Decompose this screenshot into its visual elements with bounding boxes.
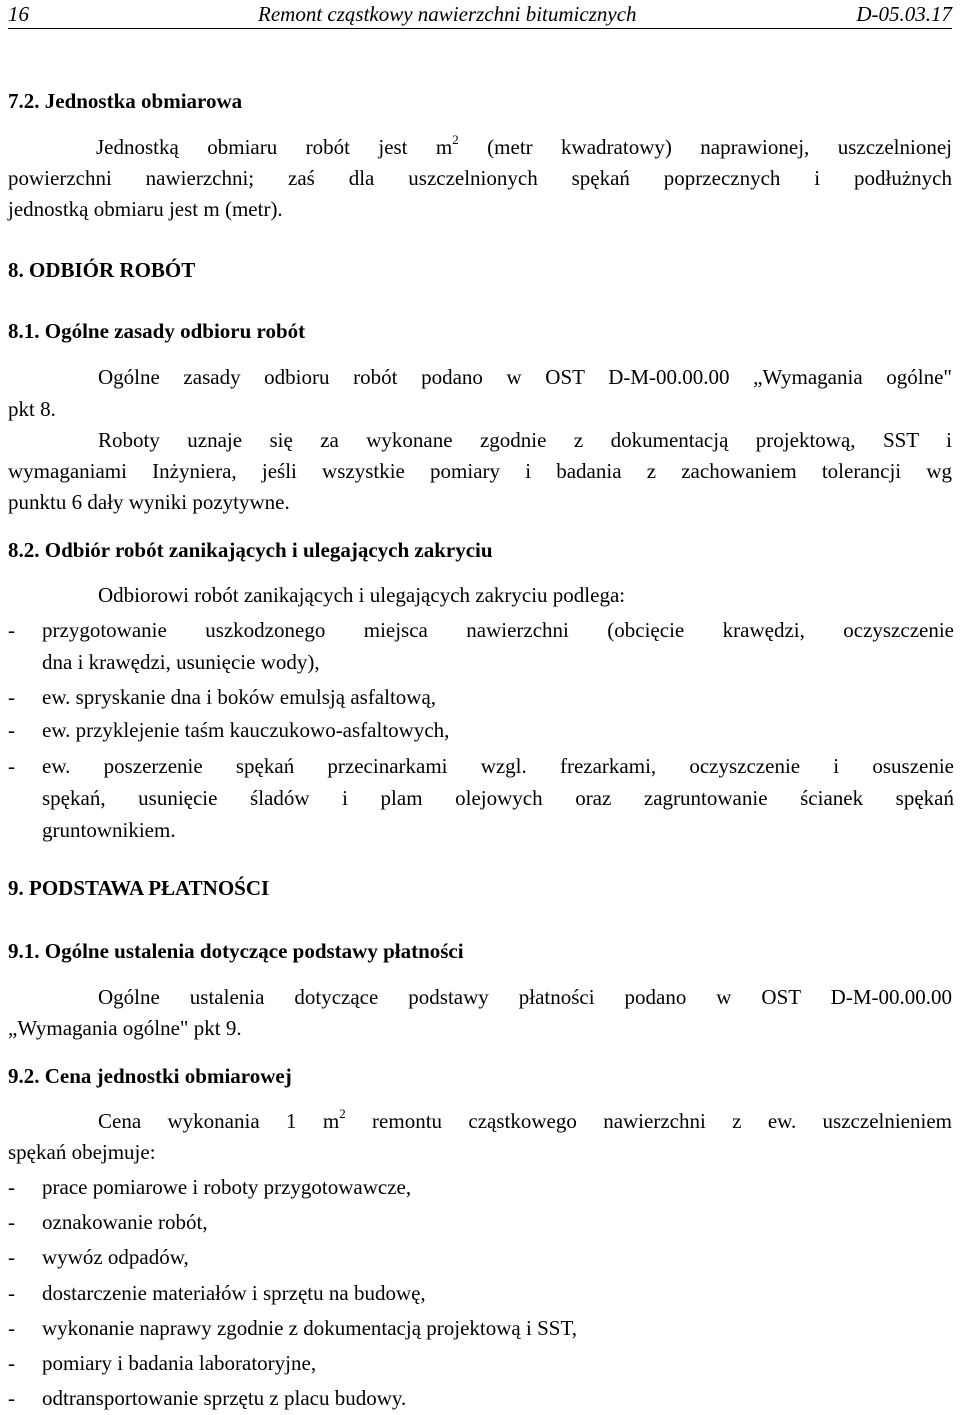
section-9-2-paragraph-line-1 (98, 1106, 952, 1136)
section-8-1-paragraph-1-line-2: pkt 8. (8, 397, 56, 421)
section-8-2-heading: 8.2. Odbiór robót zanikających i ulegających zakryciu (8, 538, 493, 562)
section-9-heading: 9. PODSTAWA PŁATNOŚCI (8, 876, 270, 900)
superscript: 2 (339, 1106, 346, 1121)
list-item-line: przygotowanie uszkodzonego miejsca nawierzchni (obcięcie krawędzi, oczyszczenie (42, 618, 954, 642)
list-dash: - (8, 754, 15, 778)
superscript: 2 (452, 132, 459, 147)
section-7-2-number: 7.2. (8, 89, 40, 113)
section-8-1-heading: 8.1. Ogólne zasady odbioru robót (8, 319, 306, 343)
list-dash: - (8, 1351, 15, 1375)
list-dash: - (8, 1281, 15, 1305)
section-9-2-paragraph-line-2: spękań obejmuje: (8, 1140, 156, 1164)
section-8-1-paragraph-2-line-1: Roboty uznaje się za wykonane zgodnie z dokumentacją projektową, SST i (98, 428, 952, 452)
list-item-line: spękań, usunięcie śladów i plam olejowych oraz zagruntowanie ścianek spękań (42, 786, 954, 810)
p-text: (metr kwadratowy) naprawionej, uszczelnionej (458, 135, 952, 159)
section-7-2-paragraph-line-3: jednostką obmiaru jest m (metr). (8, 197, 283, 221)
cost-list-item: dostarczenie materiałów i sprzętu na budowę, (42, 1281, 426, 1305)
section-9-1-paragraph-line-1: Ogólne ustalenia dotyczące podstawy płatności podano w OST D-M-00.00.00 (98, 985, 952, 1009)
document-title: Remont cząstkowy nawierzchni bitumicznych (258, 2, 637, 26)
page-number: 16 (8, 2, 29, 26)
list-item-line: ew. poszerzenie spękań przecinarkami wzgl. frezarkami, oczyszczenie i osuszenie (42, 754, 954, 778)
list-dash: - (8, 1245, 15, 1269)
list-item-line: ew. spryskanie dna i boków emulsją asfaltową, (42, 685, 437, 709)
section-9-2-heading: 9.2. Cena jednostki obmiarowej (8, 1064, 292, 1088)
list-dash: - (8, 1175, 15, 1199)
section-7-2-paragraph-line-2: powierzchni nawierzchni; zaś dla uszczelnionych spękań poprzecznych i podłużnych (8, 166, 952, 190)
list-item (42, 715, 954, 747)
section-8-1-paragraph-2-line-2: wymaganiami Inżyniera, jeśli wszystkie pomiary i badania z zachowaniem tolerancji wg (8, 459, 952, 483)
list-item (42, 615, 954, 679)
section-8-1-paragraph-2-line-3: punktu 6 dały wyniki pozytywne. (8, 490, 290, 514)
list-item-line: dna i krawędzi, usunięcie wody), (42, 650, 320, 674)
list-dash: - (8, 718, 15, 742)
list-dash: - (8, 618, 15, 642)
list-dash: - (8, 1386, 15, 1410)
section-7-2-paragraph-line-1 (96, 132, 952, 162)
page-header (8, 0, 952, 29)
section-7-2-heading (8, 86, 242, 116)
cost-list-item: pomiary i badania laboratoryjne, (42, 1351, 317, 1375)
section-8-1-paragraph-1-line-1: Ogólne zasady odbioru robót podano w OST D-M-00.00.00 „Wymagania ogólne" (98, 365, 952, 389)
cost-list-item: odtransportowanie sprzętu z placu budowy. (42, 1386, 407, 1410)
section-7-2-title: Jednostka obmiarowa (44, 89, 243, 113)
section-8-2-intro: Odbiorowi robót zanikających i ulegających zakryciu podlega: (98, 583, 626, 607)
p-text: Cena wykonania 1 m (98, 1109, 340, 1133)
section-9-1-heading: 9.1. Ogólne ustalenia dotyczące podstawy płatności (8, 939, 464, 963)
cost-list-item: oznakowanie robót, (42, 1210, 208, 1234)
list-dash: - (8, 685, 15, 709)
document-code: D-05.03.17 (856, 2, 952, 26)
p-text: remontu cząstkowego nawierzchni z ew. uszczelnieniem (345, 1109, 952, 1133)
list-item (42, 751, 954, 847)
list-dash: - (8, 1316, 15, 1340)
section-8-heading: 8. ODBIÓR ROBÓT (8, 258, 196, 282)
p-text: Jednostką obmiaru robót jest m (96, 135, 453, 159)
section-9-1-paragraph-line-2: „Wymagania ogólne" pkt 9. (8, 1016, 242, 1040)
list-item-line: ew. przyklejenie taśm kauczukowo-asfaltowych, (42, 718, 450, 742)
cost-list-item: wykonanie naprawy zgodnie z dokumentacją projektową i SST, (42, 1316, 577, 1340)
list-item (42, 682, 954, 714)
cost-list-item: prace pomiarowe i roboty przygotowawcze, (42, 1175, 412, 1199)
list-dash: - (8, 1210, 15, 1234)
cost-list-item: wywóz odpadów, (42, 1245, 189, 1269)
list-item-line: gruntownikiem. (42, 818, 176, 842)
